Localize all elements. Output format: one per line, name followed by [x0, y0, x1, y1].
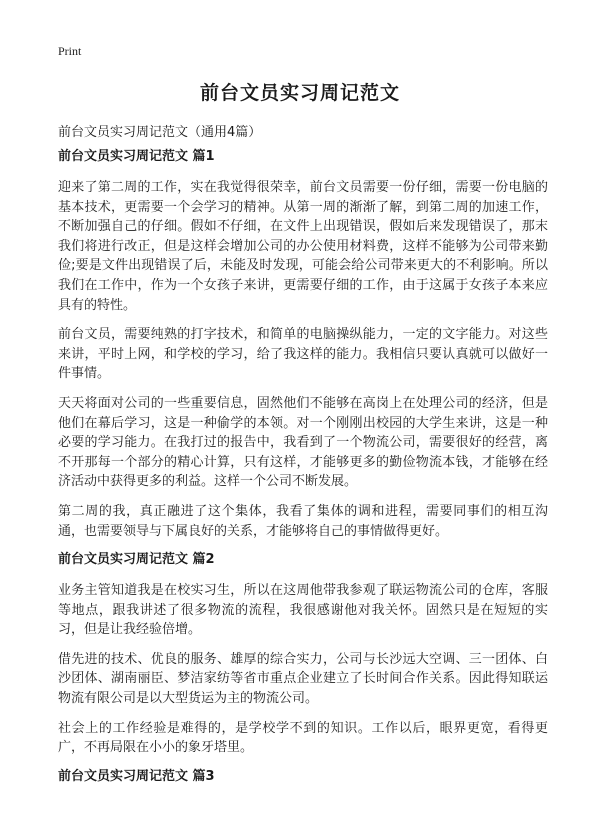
section-heading: 前台文员实习周记范文 篇3: [58, 768, 215, 784]
paragraph: 借先进的技术、优良的服务、雄厚的综合实力，公司与长沙远大空调、三一团体、白沙团体、湖南丽臣、梦洁家纺等省市重点企业建立了长时间合作关系。因此得知联运物流有限公司是以大型货运为主的物流公司。: [58, 651, 548, 707]
page-subtitle: 前台文员实习周记范文（通用4篇）: [58, 125, 262, 140]
section-1: [58, 148, 548, 541]
paragraph: 迎来了第二周的工作，实在我觉得很荣幸，前台文员需要一份仔细，需要一份电脑的基本技术，更需要一个会学习的精神。从第一周的渐渐了解，到第二周的加速工作，不断加强自己的仔细。假如不仔细，在文件上出现错误，假如后来发现错误了，那末我们将进行改正，但是这样会增加公司的办公使用材料费，这样不能够为公司带来勤俭;要是文件出现错误了后，未能及时发现，可能会给公司带来更大的不利影响。所以我们在工作中，作为一个女孩子来讲，更需要仔细的工作，由于这属于女孩子本来应具有的特性。: [58, 180, 548, 313]
section-heading: 前台文员实习周记范文 篇2: [58, 552, 215, 568]
print-link[interactable]: Print: [58, 44, 82, 58]
paragraph: 第二周的我，真正融进了这个集体，我看了集体的调和进程，需要同事们的相互沟通，也需要领导与下属良好的关系，才能够将自己的事情做得更好。: [58, 503, 548, 539]
article-body: [58, 148, 548, 798]
paragraph: 社会上的工作经验是难得的，是学校学不到的知识。工作以后，眼界更宽，看得更广，不再局限在小小的象牙塔里。: [58, 720, 548, 756]
paragraph: 业务主管知道我是在校实习生，所以在这周他带我参观了联运物流公司的仓库，客服等地点，跟我讲述了很多物流的流程，我很感谢他对我关怀。固然只是在短短的实习，但是让我经验倍增。: [58, 583, 548, 638]
section-heading: 前台文员实习周记范文 篇1: [58, 149, 215, 164]
section-3: [58, 768, 548, 786]
page-title: 前台文员实习周记范文: [199, 82, 400, 104]
paragraph: 前台文员，需要纯熟的打字技术，和简单的电脑操纵能力，一定的文字能力。对这些来讲，平时上网，和学校的学习，给了我这样的能力。我相信只要认真就可以做好一件事情。: [58, 327, 548, 382]
paragraph: 天天将面对公司的一些重要信息，固然他们不能够在高岗上在处理公司的经济，但是他们在幕后学习，这是一种偷学的本领。对一个刚刚出校园的大学生来讲，这是一种必要的学习能力。在我打过的报告中，我看到了一个物流公司，需要很好的经营，离不开那每一个部分的精心计算，只有这样，才能够更多的勤俭物流本钱，才能够在经济活动中获得更多的利益。这样一个公司不断发展。: [58, 395, 548, 490]
section-2: [58, 551, 548, 758]
